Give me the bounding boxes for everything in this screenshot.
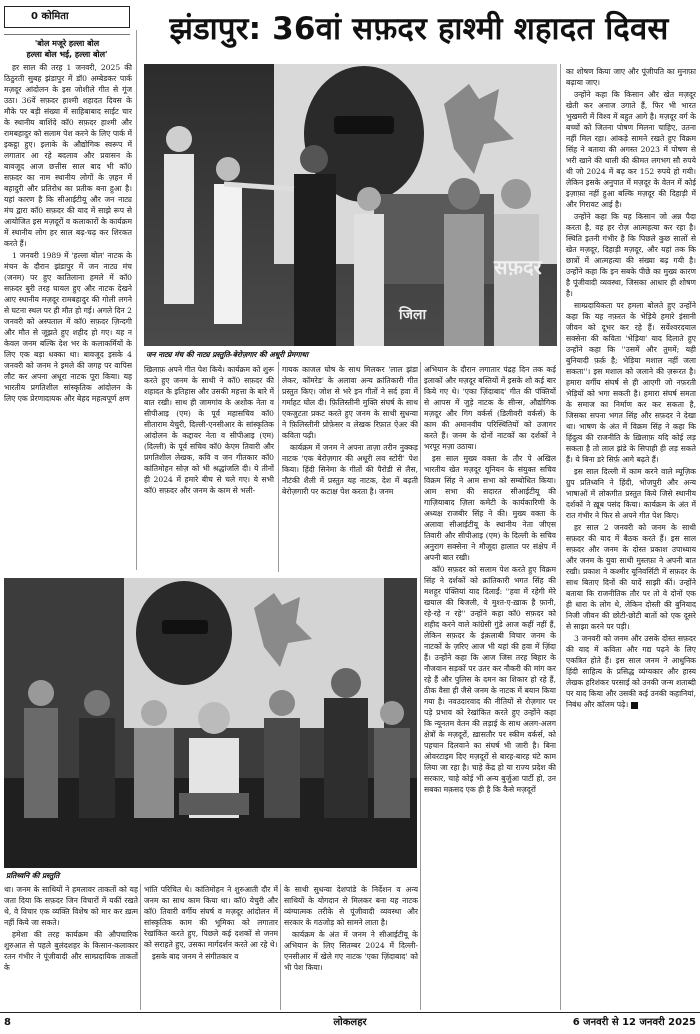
column-rule xyxy=(140,884,141,1010)
page-headline: झंडापुर: 36वां सफ़दर हाश्मी शहादत दिवस xyxy=(169,11,669,47)
article-paragraph: गायक काजल घोष के साथ मिलकर 'लाल झंडा लेकर, कॉमरेड' के अलावा अन्य क्रांतिकारी गीत प्रस्तुत किए। जोश से भरे इन गीतों ने सर्द हवा में गर्माहट घोल दी। फ़िलिस्तीनी मुक्ति संघर्ष के साथ एकजुटता प्रकट करते हुए जनम के साथी सुधन्वा ने फ़िलिस्तीनी प्रोफ़ेसर व लेखक रिफ़ात ऐअर की कविता पढ़ी। xyxy=(282,365,418,440)
article-paragraph: 1 जनवरी 1989 में 'हल्ला बोल' नाटक के मंचन के दौरान झंडापुर में जन नाट्य मंच (जनम) पर हुए कातिलाना हमले में कॉ0 सफ़दर बुरी तरह घायल हुए और नाटक देखने आए स्थानीय मज़दूर रामबहादुर की गोली लगने से घटना स्थल पर ही मौत हो गई। अगले दिन 2 जनवरी को अस्पताल में कॉ0 सफ़दर ज़िन्दगी और मौत से जूझते हुए शहीद हो गए। यह न केवल जनम बल्कि देश भर के कलाकर्मियों के लिए एक बड़ा धक्का था। बावजूद इसके 4 जनवरी को जनम ने इमले की जगह पर वापिस लौट कर अपना अधूरा नाटक पूरा किया। यह भारतीय प्रगतिशील सांस्कृतिक आंदोलन के लिए एक प्रेरणादायक और बेहद महत्वपूर्ण क्षण xyxy=(4,251,132,403)
column-rule xyxy=(280,884,281,1010)
article-paragraph: उन्होंने कहा कि यह किसान जो अन्न पैदा करता है, वह हर रोज़ आत्महत्या कर रहा है। स्थिति इतनी गंभीर है कि पिछले कुछ सालों से खेत मज़दूर, दिहाड़ी मज़दूर, और यहां तक कि छात्रों में आत्महत्या की संख्या बढ़ गयी है। उन्होंने कहा कि इन सबके पीछे का मुख्य कारण है पूंजीवादी व्यवस्था, जिसका आधार ही शोषण है। xyxy=(566,212,696,298)
article-paragraph: खिलाफ़ अपने गीत पेश किये। कार्यक्रम को शुरू करते हुए जनम के साथी ने कॉ0 सफ़दर की शहादत के इतिहास और उसकी महत्ता के बारे में बात रखी। साथ ही जामगांव के अशोक नेता व सीपीआइ (एम) के पूर्व महासचिव कॉ0 सीताराम येचुरी, दिल्ली-एनसीआर के सांस्कृतिक आंदोलन के कद्दावर नेता व सीपीआइ (एम) (दिल्ली) के पूर्व सचिव कॉ0 केएम तिवारी और प्रगतिशील लेखक, कवि व जन गीतकार कॉ0 कांतिमोहन सोज़ को भी श्रद्धांजलि दी। ये तीनों ही 2024 में हमारे बीच से चले गए। ये सभी कॉ0 सफ़दर और जनम के काम से भली- xyxy=(144,365,274,495)
article-paragraph: हर साल 2 जनवरी को जनम के साथी सफ़दर की याद में बैठक करते हैं। इस साल सफ़दर और जनम के दोस्त प्रकाश उपाध्याय और जनम के युवा साथी मुस्तफ़ा ने अपनी बात रखी। प्रकाश ने कश्मीर यूनिवर्सिटी में सफ़दर के साथ बिताए दिनों की यादें साझी कीं। उन्होंने बताया कि राजनीतिक तौर पर तो वे दोनों एक ही धारा के लोग थे, लेकिन दोस्ती की बुनियाद निजी जीवन की छोटी-छोटी बातों को एक दूसरे से साझा करने पर पड़ी। xyxy=(566,523,696,631)
column-rule xyxy=(278,362,279,572)
article-paragraph: इस साल मुख्य वक्ता के तौर पे अखिल भारतीय खेत मज़दूर यूनियन के संयुक्त सचिव विक्रम सिंह ने आम सभा को सम्बोधित किया। आम सभा की सदारत सीआईटीयू की गाज़ियाबाद ज़िला कमेटी के कार्यकारिणी के अध्यक्ष राजबीर सिंह ने की। मुख्य वक्ता के अलावा सीआईटीयू के स्थानीय नेता जीएस तिवारी और सीपीआइ (एम) के दिल्ली के सचिव अनुराग सक्सेना ने मौजूदा हालात पर संक्षेप में अपनी बात रखी। xyxy=(424,454,556,562)
article-paragraph: के साथी सुधन्वा देशपांडे के निर्देशन व अन्य साथियों के योगदान से मिलकर बना यह नाटक व्यंग्यात्मक तरीके से पूंजीवादी व्यवस्था और सरकार के गठजोड़ को सामने लाता है। xyxy=(284,885,418,927)
article-paragraph: था। जनम के साथियों ने हमलावर ताकतों को यह जता दिया कि सफ़दर जिन विचारों में यकीं रखते थे, वे विचार एक व्यक्ति विशेष को मार कर ख़त्म नहीं किये जा सकते। xyxy=(4,885,138,927)
article-paragraph: अभियान के दौरान लगातार पंद्रह दिन तक कई इलाकों और मज़दूर बस्तियों में इसके शो कई बार किये गए थे। 'एका ज़िंदाबाद' गीत की पंक्तियों से आपस में जुड़े नाटक के सीन्स, औद्योगिक मज़दूर और गिग वर्कर्स (डिलीवरी वर्कर्स) के काम की अमानवीय परिस्थितियों को उजागर करते हैं। जनम के दोनों नाटकों का दर्शकों ने भरपूर मज़ा उठाया। xyxy=(424,365,556,451)
article-paragraph: साम्प्रदायिकता पर हमला बोलते हुए उन्होंने कहा कि यह नफ़रत के भेड़िये हमारे इंसानी जीवन को दूभर कर रहे हैं। सर्वेश्वरदयाल सक्सेना की कविता 'भेड़िया' याद दिलाते हुए उन्होंने कहा कि ''उसमें और तुममें; यही बुनियादी फ़र्क़ है; भेड़िया मशाल नहीं जला सकता''। इस मशाल को जलाने की ज़रूरत है। हमारा वर्गीय संघर्ष से ही आएगी जो नफ़रती भेड़ियों को भगा सकती है। हमारा संघर्ष समता के समाज का निर्माण कर कर सकता है, जिसका सपना भगत सिंह और सफ़दर ने देखा था। भाषण के अंत में विक्रम सिंह ने कहा कि हिंदुत्व की राजनीति के ख़िलाफ़ यदि कोई लड़ सकता है तो लाल झंडे के सिपाही ही लड़ सकते हैं। ये बिना डरे सिर्फ़ आगे बढ़ते हैं। xyxy=(566,301,696,464)
article-paragraph: भांति परिचित थे। कांतिमोहन ने शुरुआती दौर में जनम का साथ काम किया था। कॉ0 येचुरी और कॉ0 तिवारी वर्गीय संघर्ष व मज़दूर आंदोलन में सांस्कृतिक काम की भूमिका को लगातार रेखांकित करते हुए, पिछले कई दशकों से जनम को सराहते हुए, उसका मार्गदर्शन करते आ रहे थे। xyxy=(144,885,278,949)
article-paragraph: 3 जनवरी को जनम और उसके दोस्त सफ़दर की याद में कविता और गद्य पढ़ने के लिए एकत्रित होते हैं। इस साल जनम ने आधुनिक हिंदी साहित्य के प्रसिद्ध व्यंग्यकार और हास्य लेखक हरिशंकर परसाई को उनकी जन्म शताब्दी पर याद किया और उसकी कई उनकी कहानियां, निबंध और कॉलम पढ़े। xyxy=(566,634,696,709)
slogan-line-1: 'बोल मजूरे हल्ला बोल xyxy=(34,39,100,48)
music-performance-photo xyxy=(4,578,417,868)
article-paragraph: कार्यक्रम के अंत में जनम ने सीआईटीयू के अभियान के लिए सितम्बर 2024 में दिल्ली-एनसीआर में खेले गए नाटक 'एका ज़िंदाबाद' को भी पेश किया। xyxy=(284,930,418,972)
top-photo-caption: जन नाट्य मंच की नाट्य प्रस्तुति-बेरोज़गार की अधूरी प्रेमगाथा xyxy=(146,350,309,359)
article-paragraph: हर साल की तरह 1 जनवरी, 2025 की ठिठुरती सुबह झंडापुर में डॉ0 अम्बेडकर पार्क मज़दूर आंदोलन के इस जोशीले गीत से गूंज उठा। 36वें सफ़दर हाश्मी शहादत दिवस के मौके पर बड़ी संख्या में साहिबाबाद साईट चार के स्थानीय बाशिंदे कॉ0 सफ़दर हाश्मी और रामबहादुर को सलाम पेश करने के लिए पार्क में इकट्ठा हुए। इलाके के औद्योगिक स्वरूप में लगातार आ रहे बदलाव और प्रवासन के बावजूद आज छत्तीस साल बाद भी कॉ0 सफ़दर का नाम स्थानीय लोगों के ज़हन में बहादुरी और प्रतिरोध का प्रतीक बना हुआ है। यहां कारण है कि सीआईटीयू और जन नाट्य मंच द्वारा कॉ0 सफ़दर की याद में साझे रूप से आयोजित इस मज़दूरों व कलाकारों के कार्यक्रम में स्थानीय लोग हर साल बढ़-चढ़ कर शिरकत करते हैं। xyxy=(4,63,132,248)
bottom-photo-caption: प्रतिध्वनि की प्रस्तुति xyxy=(6,871,60,880)
kicker-divider xyxy=(4,34,130,35)
column-rule xyxy=(420,362,421,1010)
article-column-2 xyxy=(144,364,274,572)
banner-sign-text-2: जिला xyxy=(399,307,427,323)
article-paragraph: का शोषण किया जाए और पूंजीपति का मुनाफ़ा बढ़ाया जाए। xyxy=(566,67,696,87)
article-end-mark xyxy=(631,702,638,709)
issue-date-range: 6 जनवरी से 12 जनवरी 2025 xyxy=(572,1017,696,1028)
page-number: 8 xyxy=(4,1017,11,1028)
slogan-line-2: हल्ला बोल भई, हल्ला बोल' xyxy=(26,50,108,59)
slogan-quote xyxy=(4,38,130,60)
author-kicker: 0 कोमिता xyxy=(4,6,130,28)
article-paragraph: कार्यक्रम में जनम ने अपना ताज़ा तरीन नुक्कड़ नाटक 'एक बेरोज़गार की अधूरी लव स्टोरी' पेश किया। हिंदी सिनेमा के गीतों की पैरोडी से लैस, नौटंकी शैली में प्रस्तुत यह नाटक, देश में बढ़ती बेरोज़गारी पर कटाक्ष पेश करता है। जनम xyxy=(282,443,418,496)
article-column-5 xyxy=(566,66,696,1010)
column-rule xyxy=(560,64,561,1010)
article-column-4 xyxy=(424,364,556,1010)
article-paragraph: उन्होंने कहा कि किसान और खेत मज़दूर खेती कर अनाज उगाते हैं, फिर भी भारत भुखमरी में विश्व में बहुत आगे है। मज़दूर वर्ग के बच्चों को जितना पोषण मिलना चाहिए, उतना नहीं मिल रहा। आंकड़े सामने रखते हुए विक्रम सिंह ने बताया की अगस्त 2023 में पोषण से भरी खाने की थाली की कीमत लगभग सौ रुपये थी जो 2024 में बढ़ कर 152 रुपये हो गयी। लेकिन इसके अनुपात में मज़दूर के वेतन में कोई इज़ाफ़ा नहीं हुआ बल्कि मज़दूर की दिहाड़ी में और गिरावट आई है। xyxy=(566,90,696,209)
photo-play-performance xyxy=(144,64,557,346)
article-paragraph: हमेशा की तरह कार्यक्रम की औपचारिक शुरुआत से पहले बुलंदशहर के किसान-कलाकार रतन गंभीर ने पूंजीवादी और साम्प्रदायिक ताकतों के xyxy=(4,930,138,972)
play-performance-photo xyxy=(144,64,557,346)
article-column-2-continued xyxy=(144,884,278,1012)
article-column-1-continued xyxy=(4,884,138,1012)
banner-sign-text: सफ़दर xyxy=(494,255,542,279)
footer-divider xyxy=(0,1012,700,1013)
photo-music-performance xyxy=(4,578,417,868)
article-paragraph: कॉ0 सफ़दर को सलाम पेश करते हुए विक्रम सिंह ने दर्शकों को क्रांतिकारी भगत सिंह की मशहूर पंक्तियां याद दिलाईं: ''हवा में रहेगी मेरे खयाल की बिजली, ये मुश्त-ए-ख़ाक है फ़ानी, रहे-रहे न रहे'' उन्होंने कहा कॉ0 सफ़दर को शहीद करने वाले कांग्रेसी गुंडे आज कहीं नहीं हैं, लेकिन सफ़दर के इंक़लाबी विचार जनम के नाटकों के ज़रिए आज भी यहां की हवा में ज़िंदा हैं। उन्होंने कहा कि आज जिस तरह बिहार के नौजवान सड़कों पर उतर कर नौकरी की मांग कर रहे हैं और पुलिस के दमन का शिकार हो रहे हैं, ठीक वैसा ही जैसे जनम के नाटक में बयान किया गया है। नवउदारवाद की नीतियों से रोज़गार पर पड़े प्रभाव को रेखांकित करते हुए उन्होंने कहा कि न्यूनतम वेतन की लड़ाई के साथ अलग-अलग क्षेत्रों के मज़दूरों, ख़ासतौर पर स्कीम वर्कर्स, को पहचान दिलवाने का संघर्ष भी जारी है। बिना ओवरटाइम दिए मज़दूरों से बारह-बारह घंटे काम लिया जा रहा है। चाहे केंद्र हो या राज्य प्रदेश की सरकार, चाहे कोई भी अन्य बुर्जुआ पार्टी हो, उन सबका मक़सद एक ही है कि कैसे मज़दूरों xyxy=(424,565,556,794)
column-rule xyxy=(136,30,137,570)
article-column-3 xyxy=(282,364,418,572)
publication-name: लोकलहर xyxy=(333,1017,367,1028)
article-column-1 xyxy=(4,62,132,572)
article-paragraph: इस साल दिल्ली में काम करने वाले म्यूज़िक ग्रुप प्रतिध्वनि ने हिंदी, भोजपुरी और अन्य भाषाओं में लोकगीत प्रस्तुत किये जिसे स्थानीय दर्शकों ने ख़ूब पसंद किया। कार्यक्रम के अंत में रात गंभीर ने फिर से अपने गीत पेश किए। xyxy=(566,467,696,520)
article-column-3-continued xyxy=(284,884,418,1012)
article-paragraph: इसके बाद जनम ने संगीतकार व xyxy=(152,952,239,961)
